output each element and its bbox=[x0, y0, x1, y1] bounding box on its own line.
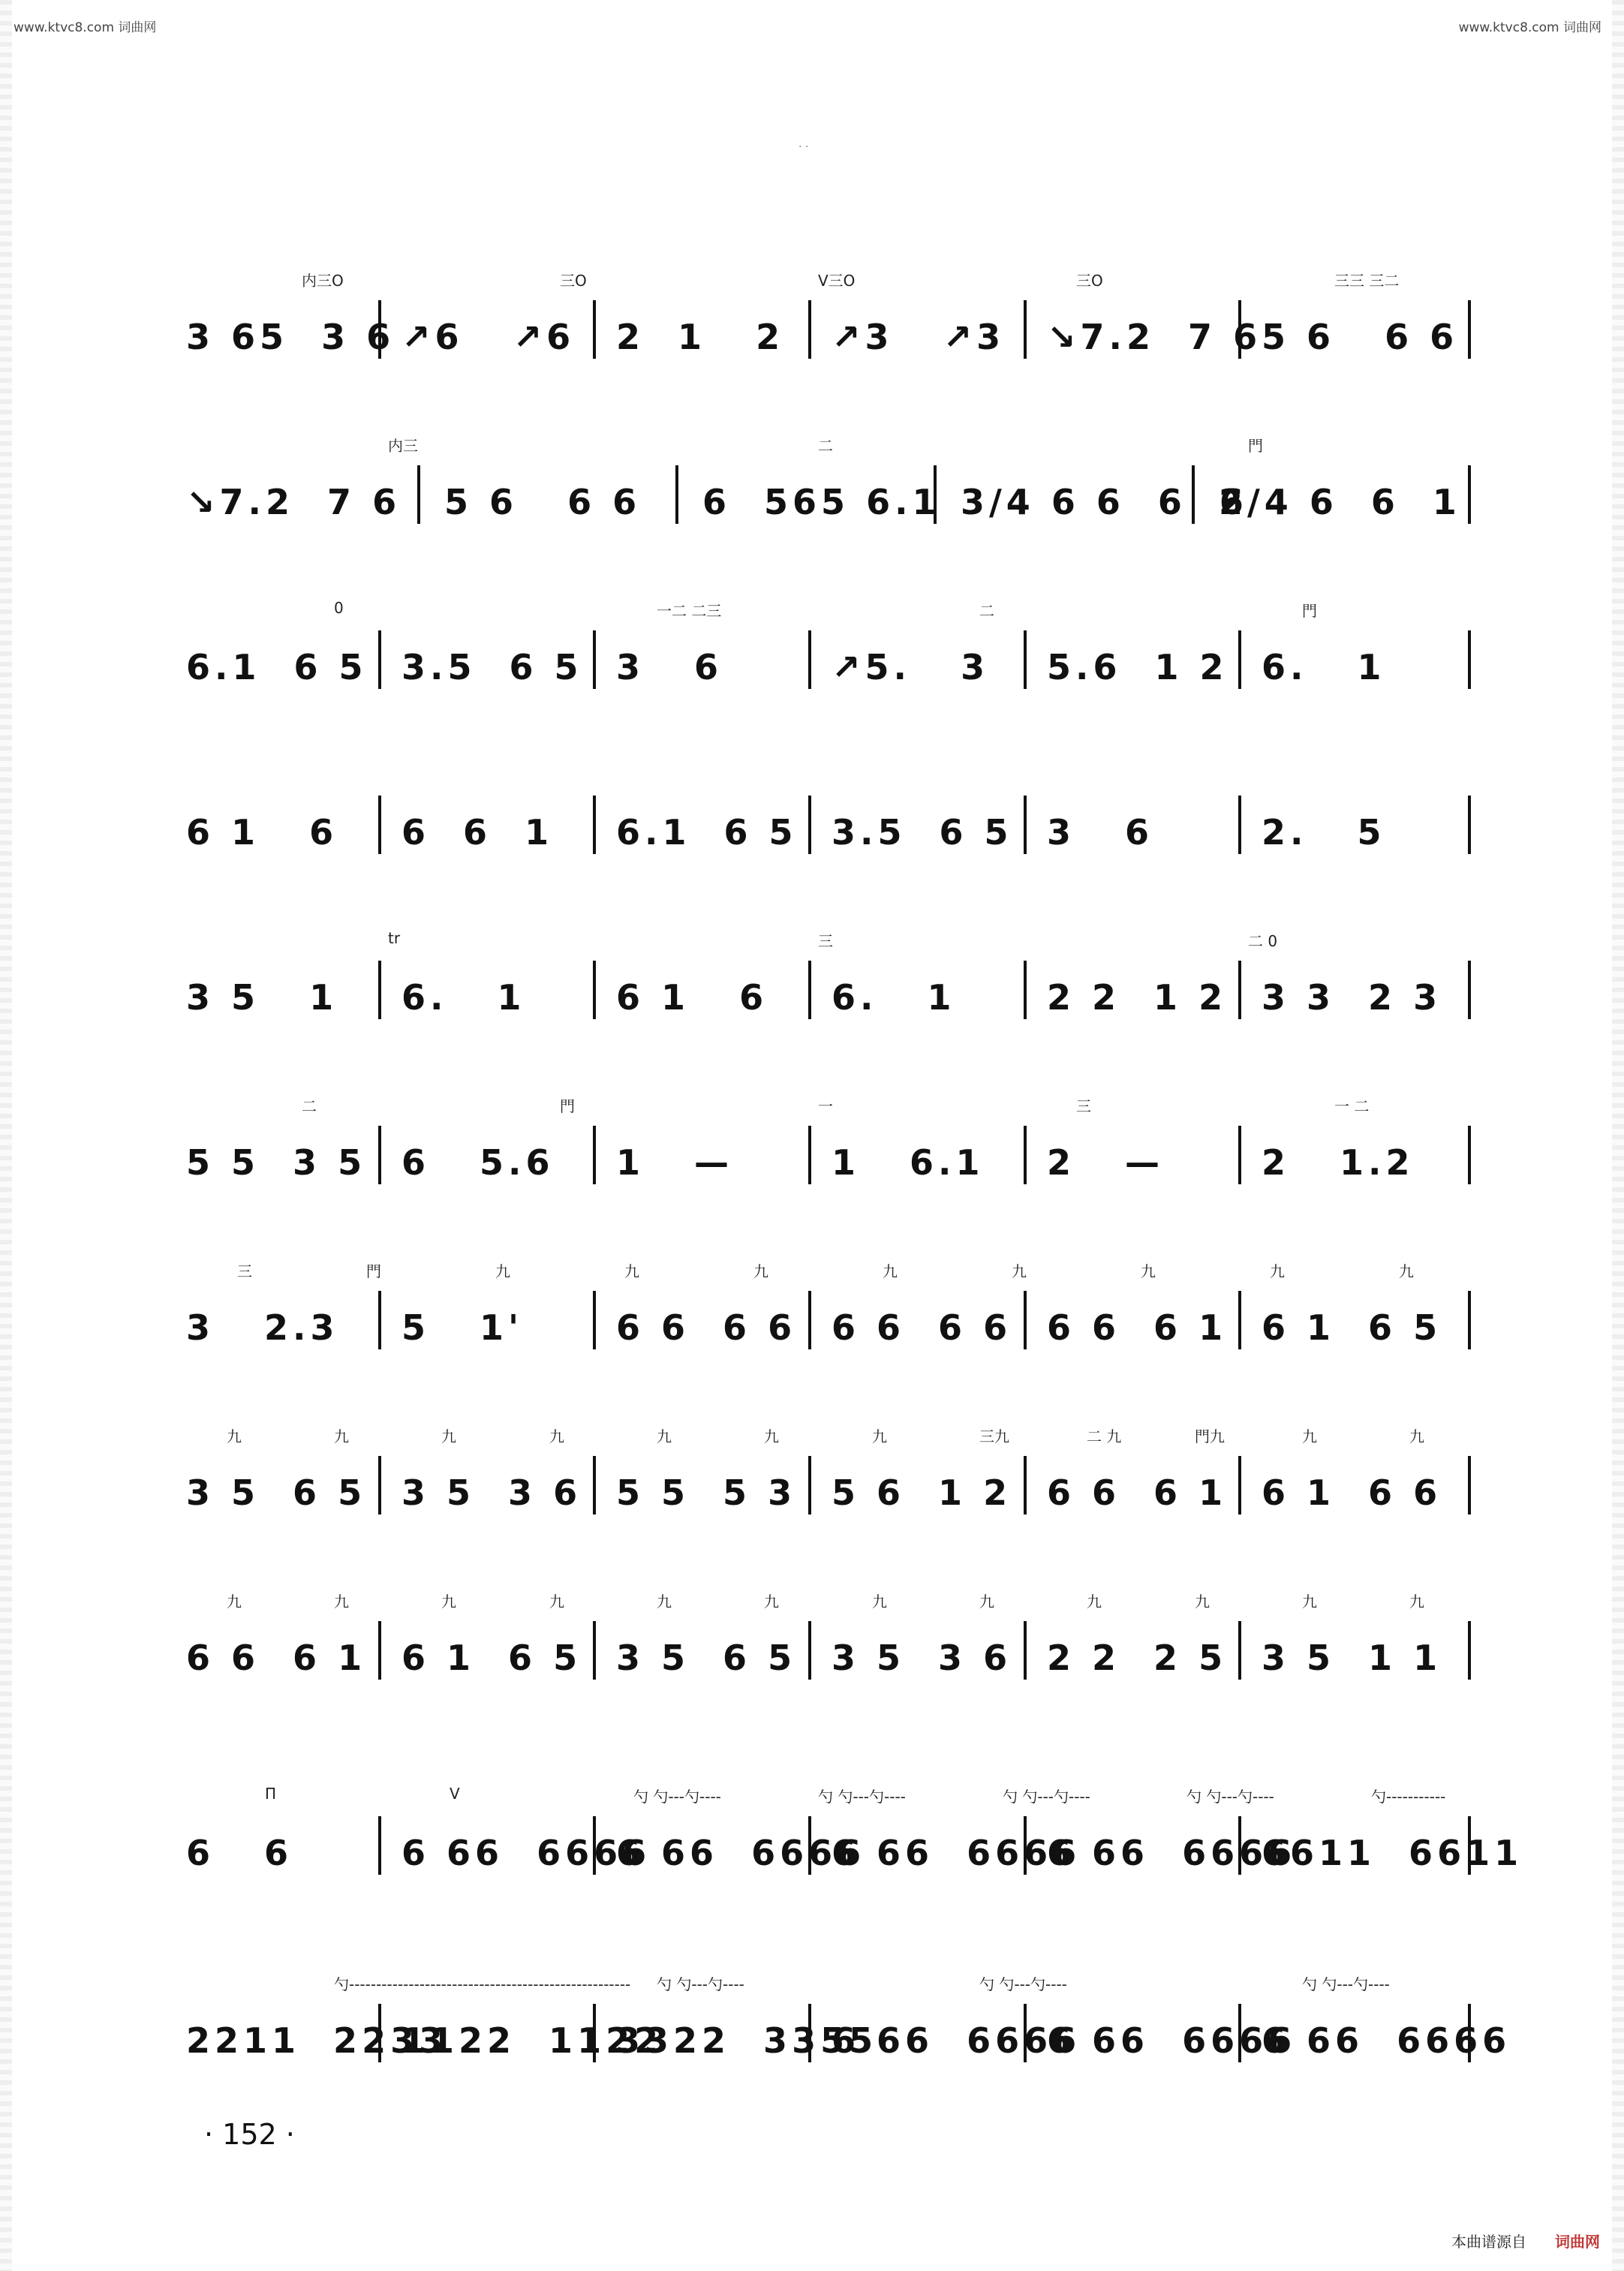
technique-mark: 勺 勺---勺---- bbox=[657, 1975, 744, 1993]
bar-line bbox=[808, 1621, 811, 1680]
measure: 2 2 2 5 bbox=[1047, 1638, 1228, 1678]
measure: 6 1 6 5 bbox=[1262, 1307, 1442, 1348]
bar-line bbox=[808, 1456, 811, 1515]
technique-mark: 二 0 bbox=[1248, 932, 1278, 950]
watermark-left: www.ktvc8.com 词曲网 bbox=[14, 20, 157, 35]
measure: 6 1 6 6 bbox=[1262, 1472, 1442, 1513]
bar-line bbox=[1024, 1456, 1027, 1515]
measure: 3 5 1 1 bbox=[1262, 1638, 1442, 1678]
bar-line bbox=[1468, 1126, 1471, 1184]
technique-mark: 門 bbox=[560, 1097, 575, 1115]
measure: 6 66 6666 bbox=[832, 1833, 1081, 1873]
bar-line bbox=[378, 630, 381, 689]
bar-line bbox=[808, 300, 811, 359]
technique-mark: 九 bbox=[495, 1262, 510, 1280]
measure: 3 3 2 3 bbox=[1262, 977, 1442, 1018]
measure: ↘7.2 7 6 bbox=[186, 482, 401, 522]
measure: 2 — bbox=[1047, 1142, 1165, 1183]
technique-mark: 一 bbox=[818, 1097, 833, 1115]
technique-mark: 門九 bbox=[1195, 1427, 1225, 1445]
technique-mark: 九 bbox=[1409, 1427, 1424, 1445]
measure: 6 6 1 bbox=[401, 812, 554, 853]
technique-mark: tr bbox=[388, 929, 401, 947]
bar-line bbox=[808, 796, 811, 854]
technique-mark: 九 bbox=[1270, 1262, 1285, 1280]
measure: 6 5.6 bbox=[401, 1142, 555, 1183]
bar-line bbox=[1468, 1291, 1471, 1349]
measure: 6 1 6 5 bbox=[401, 1638, 582, 1678]
score-line bbox=[180, 272, 1471, 360]
measure: ↗3 ↗3 bbox=[832, 317, 1006, 357]
footer-logo: 词曲网 bbox=[1555, 2233, 1600, 2251]
measure: 2/4 6 6 1 bbox=[1219, 482, 1461, 522]
bar-line bbox=[378, 1621, 381, 1680]
technique-mark: 門 bbox=[366, 1262, 381, 1280]
technique-mark: 九 bbox=[1302, 1593, 1317, 1611]
bar-line bbox=[1024, 1291, 1027, 1349]
bar-line bbox=[1238, 961, 1241, 1019]
bar-line bbox=[1468, 630, 1471, 689]
bar-line bbox=[1468, 1621, 1471, 1680]
bar-line bbox=[1468, 961, 1471, 1019]
technique-mark: 九 bbox=[227, 1593, 242, 1611]
technique-mark: 九 bbox=[334, 1427, 349, 1445]
measure: 6 66 6666 bbox=[1262, 2020, 1511, 2061]
page-number: · 152 · bbox=[204, 2118, 295, 2151]
technique-mark: V bbox=[450, 1785, 460, 1803]
measure: 3 6 bbox=[1047, 812, 1154, 853]
measure: 6.1 6 5 bbox=[186, 647, 368, 687]
technique-mark: 九 bbox=[1399, 1262, 1414, 1280]
measure: 6. 1 bbox=[1262, 647, 1386, 687]
technique-mark: 一二 二三 bbox=[657, 602, 722, 620]
bar-line bbox=[593, 300, 596, 359]
measure: 3 5 6 5 bbox=[616, 1638, 797, 1678]
technique-mark: 勺 勺---勺---- bbox=[1302, 1975, 1390, 1993]
bar-line bbox=[593, 1291, 596, 1349]
technique-mark: 勺 勺---勺---- bbox=[1003, 1788, 1090, 1806]
technique-mark: 二 bbox=[302, 1097, 317, 1115]
bar-line bbox=[593, 1456, 596, 1515]
measure: 1 — bbox=[616, 1142, 734, 1183]
technique-mark: 内三 bbox=[388, 437, 418, 455]
bar-line bbox=[378, 961, 381, 1019]
technique-mark: 三 bbox=[237, 1262, 252, 1280]
measure: 6 66 6666 bbox=[1047, 2020, 1297, 2061]
measure: 2211 2233 bbox=[186, 2020, 448, 2061]
bar-line bbox=[417, 465, 420, 524]
technique-mark: 九 bbox=[549, 1427, 564, 1445]
technique-mark: 九 bbox=[657, 1593, 672, 1611]
technique-mark: 0 bbox=[334, 599, 344, 617]
score-line bbox=[180, 1785, 1523, 1876]
technique-mark: 九 bbox=[624, 1262, 639, 1280]
technique-mark: 九 bbox=[441, 1593, 456, 1611]
measure: 3 2.3 bbox=[186, 1307, 339, 1348]
bar-line bbox=[1238, 1291, 1241, 1349]
measure: 3.5 6 5 bbox=[401, 647, 583, 687]
technique-mark: 九 bbox=[979, 1593, 994, 1611]
bar-line bbox=[1024, 796, 1027, 854]
measure: 6 6 6 1 bbox=[186, 1638, 367, 1678]
score-line bbox=[180, 1262, 1471, 1351]
bar-line bbox=[1024, 630, 1027, 689]
scan-speck: · · bbox=[798, 141, 809, 153]
technique-mark: 九 bbox=[549, 1593, 564, 1611]
footer-source-text: 本曲谱源自 bbox=[1451, 2233, 1526, 2251]
measure: 2 1 2 bbox=[616, 317, 785, 357]
measure: 6 1 6 bbox=[616, 977, 768, 1018]
measure: 6 565 6.1 bbox=[702, 482, 941, 522]
technique-mark: 勺 勺---勺---- bbox=[979, 1975, 1067, 1993]
technique-mark: 九 bbox=[227, 1427, 242, 1445]
measure: 6 66 6666 bbox=[1047, 1833, 1297, 1873]
score-line bbox=[180, 1593, 1471, 1681]
bar-line bbox=[1024, 300, 1027, 359]
measure: 2 2 1 2 bbox=[1047, 977, 1228, 1018]
bar-line bbox=[378, 1126, 381, 1184]
measure: 3 5 3 6 bbox=[401, 1472, 582, 1513]
bar-line bbox=[1468, 465, 1471, 524]
measure: 2 1.2 bbox=[1262, 1142, 1415, 1183]
technique-mark: 九 bbox=[753, 1262, 768, 1280]
score-line bbox=[180, 1975, 1511, 2064]
technique-mark: 九 bbox=[1087, 1593, 1102, 1611]
technique-mark: 二 bbox=[818, 437, 833, 455]
technique-mark: 勺 勺---勺---- bbox=[633, 1788, 721, 1806]
score-line bbox=[180, 929, 1471, 1021]
page-edge-right bbox=[1612, 0, 1624, 2271]
technique-mark: 九 bbox=[764, 1593, 779, 1611]
measure: 5 5 3 5 bbox=[186, 1142, 367, 1183]
measure: 6 6 6 1 bbox=[1047, 1307, 1228, 1348]
technique-mark: 門 bbox=[1302, 602, 1317, 620]
measure: 6 1 6 bbox=[186, 812, 338, 853]
technique-mark: 勺----------- bbox=[1371, 1788, 1446, 1806]
technique-mark: 内三O bbox=[302, 272, 344, 290]
page-edge-left bbox=[0, 0, 12, 2271]
technique-mark: 二 九 bbox=[1087, 1427, 1122, 1445]
measure: 5 6 6 6 bbox=[444, 482, 642, 522]
bar-line bbox=[1024, 961, 1027, 1019]
measure: 3 5 6 5 bbox=[186, 1472, 367, 1513]
technique-mark: 三 bbox=[818, 932, 833, 950]
measure: ↗5. 3 bbox=[832, 647, 990, 687]
bar-line bbox=[593, 1621, 596, 1680]
bar-line bbox=[378, 1291, 381, 1349]
technique-mark: 三三 三二 bbox=[1334, 272, 1400, 290]
bar-line bbox=[1238, 630, 1241, 689]
measure: 1 6.1 bbox=[832, 1142, 985, 1183]
score-line bbox=[180, 796, 1471, 856]
measure: 5 1' bbox=[401, 1307, 524, 1348]
bar-line bbox=[1468, 300, 1471, 359]
measure: 2. 5 bbox=[1262, 812, 1386, 853]
measure: ↘7.2 7 6 bbox=[1047, 317, 1262, 357]
technique-mark: 九 bbox=[1141, 1262, 1156, 1280]
measure: 3/4 6 6 6 6 bbox=[961, 482, 1248, 522]
technique-mark: 三九 bbox=[979, 1427, 1009, 1445]
bar-line bbox=[1238, 796, 1241, 854]
technique-mark: 勺---------------------------------------------------- bbox=[334, 1975, 631, 1993]
bar-line bbox=[593, 961, 596, 1019]
technique-mark: 勺 勺---勺---- bbox=[1186, 1788, 1274, 1806]
technique-mark: 三 bbox=[1076, 1097, 1091, 1115]
measure: 3322 3355 bbox=[616, 2020, 878, 2061]
bar-line bbox=[808, 961, 811, 1019]
technique-mark: 九 bbox=[334, 1593, 349, 1611]
measure: 5.6 1 2 bbox=[1047, 647, 1229, 687]
bar-line bbox=[808, 1291, 811, 1349]
score-line bbox=[180, 1097, 1471, 1186]
technique-mark: 一 二 bbox=[1334, 1097, 1370, 1115]
score-line bbox=[180, 1427, 1471, 1516]
bar-line bbox=[808, 1126, 811, 1184]
measure: 3 5 1 bbox=[186, 977, 338, 1018]
measure: 5 5 5 3 bbox=[616, 1472, 797, 1513]
measure: 6 6 bbox=[186, 1833, 293, 1873]
bar-line bbox=[1468, 796, 1471, 854]
measure: 3 65 3 6 bbox=[186, 317, 395, 357]
technique-mark: 九 bbox=[1195, 1593, 1210, 1611]
technique-mark: 九 bbox=[1409, 1593, 1424, 1611]
measure: 6 66 6666 bbox=[401, 1833, 651, 1873]
technique-mark: 三O bbox=[560, 272, 587, 290]
score-line bbox=[180, 599, 1471, 690]
bar-line bbox=[1238, 1621, 1241, 1680]
measure: 6 66 6666 bbox=[616, 1833, 866, 1873]
bar-line bbox=[378, 1816, 381, 1875]
watermark-right: www.ktvc8.com 词曲网 bbox=[1458, 20, 1601, 35]
measure: 6.1 6 5 bbox=[616, 812, 798, 853]
technique-mark: 九 bbox=[657, 1427, 672, 1445]
measure: 3 6 bbox=[616, 647, 723, 687]
measure: 6 6 6 1 bbox=[1047, 1472, 1228, 1513]
technique-mark: 九 bbox=[764, 1427, 779, 1445]
technique-mark: V三O bbox=[818, 272, 856, 290]
measure: 5 6 1 2 bbox=[832, 1472, 1012, 1513]
measure: 6. 1 bbox=[401, 977, 526, 1018]
measure: 6611 6611 bbox=[1262, 1833, 1523, 1873]
measure: ↗6 ↗6 bbox=[401, 317, 576, 357]
bar-line bbox=[593, 1126, 596, 1184]
technique-mark: 九 bbox=[441, 1427, 456, 1445]
measure: 1122 1122 bbox=[401, 2020, 663, 2061]
technique-mark: 九 bbox=[872, 1593, 887, 1611]
technique-mark: 九 bbox=[872, 1427, 887, 1445]
bar-line bbox=[675, 465, 678, 524]
measure: 5 6 6 6 bbox=[1262, 317, 1459, 357]
measure: 3.5 6 5 bbox=[832, 812, 1013, 853]
measure: 6 66 6666 bbox=[832, 2020, 1081, 2061]
bar-line bbox=[593, 796, 596, 854]
score-line bbox=[180, 437, 1471, 525]
technique-mark: 勺 勺---勺---- bbox=[818, 1788, 906, 1806]
technique-mark: 門 bbox=[1248, 437, 1263, 455]
technique-mark: 二 bbox=[979, 602, 994, 620]
bar-line bbox=[378, 796, 381, 854]
bar-line bbox=[1468, 1456, 1471, 1515]
bar-line bbox=[1024, 1621, 1027, 1680]
measure: 3 5 3 6 bbox=[832, 1638, 1012, 1678]
technique-mark: П bbox=[265, 1785, 277, 1803]
measure: 6. 1 bbox=[832, 977, 956, 1018]
technique-mark: 九 bbox=[883, 1262, 898, 1280]
technique-mark: 九 bbox=[1012, 1262, 1027, 1280]
bar-line bbox=[378, 1456, 381, 1515]
bar-line bbox=[1238, 1456, 1241, 1515]
bar-line bbox=[1024, 1126, 1027, 1184]
bar-line bbox=[808, 630, 811, 689]
measure: 6 6 6 6 bbox=[616, 1307, 797, 1348]
bar-line bbox=[1238, 1126, 1241, 1184]
measure: 6 6 6 6 bbox=[832, 1307, 1012, 1348]
technique-mark: 九 bbox=[1302, 1427, 1317, 1445]
technique-mark: 三O bbox=[1076, 272, 1103, 290]
bar-line bbox=[593, 630, 596, 689]
